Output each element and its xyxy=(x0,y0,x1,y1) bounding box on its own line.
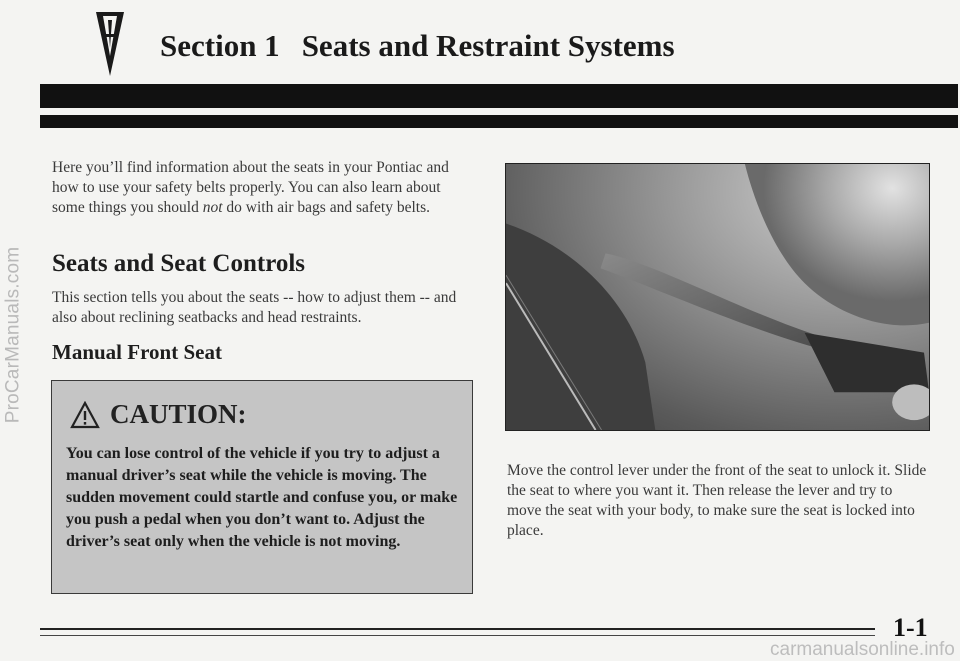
page-number: 1-1 xyxy=(893,613,928,642)
warning-triangle-icon xyxy=(70,401,100,429)
header-bar-thick xyxy=(40,84,958,108)
caution-title: CAUTION: xyxy=(110,399,247,429)
manual-front-seat-heading: Manual Front Seat xyxy=(52,340,222,364)
seats-heading: Seats and Seat Controls xyxy=(52,250,306,277)
caution-text: You can lose control of the vehicle if you try to adjust a manual driver’s seat while the vehicle is moving. The sudden movement could startle and confuse you, or make you push a pedal when you don’t want to. Adjust the driver’s seat only when the vehicle is not moving. xyxy=(66,445,458,550)
header-bar-thin xyxy=(40,115,958,128)
footer-rule-thick xyxy=(40,628,875,630)
seat-lever-photo xyxy=(505,163,930,431)
side-watermark-text: ProCarManuals.com xyxy=(2,246,24,424)
section-title-text: Seats and Restraint Systems xyxy=(301,28,675,63)
seat-instructions: Move the control lever under the front of the seat to unlock it. Slide the seat to where you want it. Then release the lever and try to move the seat with your body, to make sure the seat is locked into place. xyxy=(507,462,927,539)
footer-rule-thin xyxy=(40,635,875,636)
intro-paragraph xyxy=(52,158,477,218)
footer-watermark: carmanualsonline.info xyxy=(770,639,955,660)
intro-text-1: Here you’ll find information about the seats in your Pontiac and how to use your safety belts properly. You can also learn about some things you should xyxy=(52,159,449,216)
caution-box xyxy=(51,380,473,594)
pontiac-logo-icon xyxy=(92,8,128,80)
side-watermark xyxy=(2,120,24,550)
photo-illustration xyxy=(506,164,929,430)
seats-paragraph: This section tells you about the seats -- how to adjust them -- and also about reclining seatbacks and head restraints. xyxy=(52,289,457,326)
section-label: Section 1 xyxy=(160,28,280,63)
intro-emphasis: not xyxy=(202,199,223,216)
page-title xyxy=(160,28,675,64)
caution-header xyxy=(70,399,247,430)
intro-text-2: do with air bags and safety belts. xyxy=(222,199,430,216)
